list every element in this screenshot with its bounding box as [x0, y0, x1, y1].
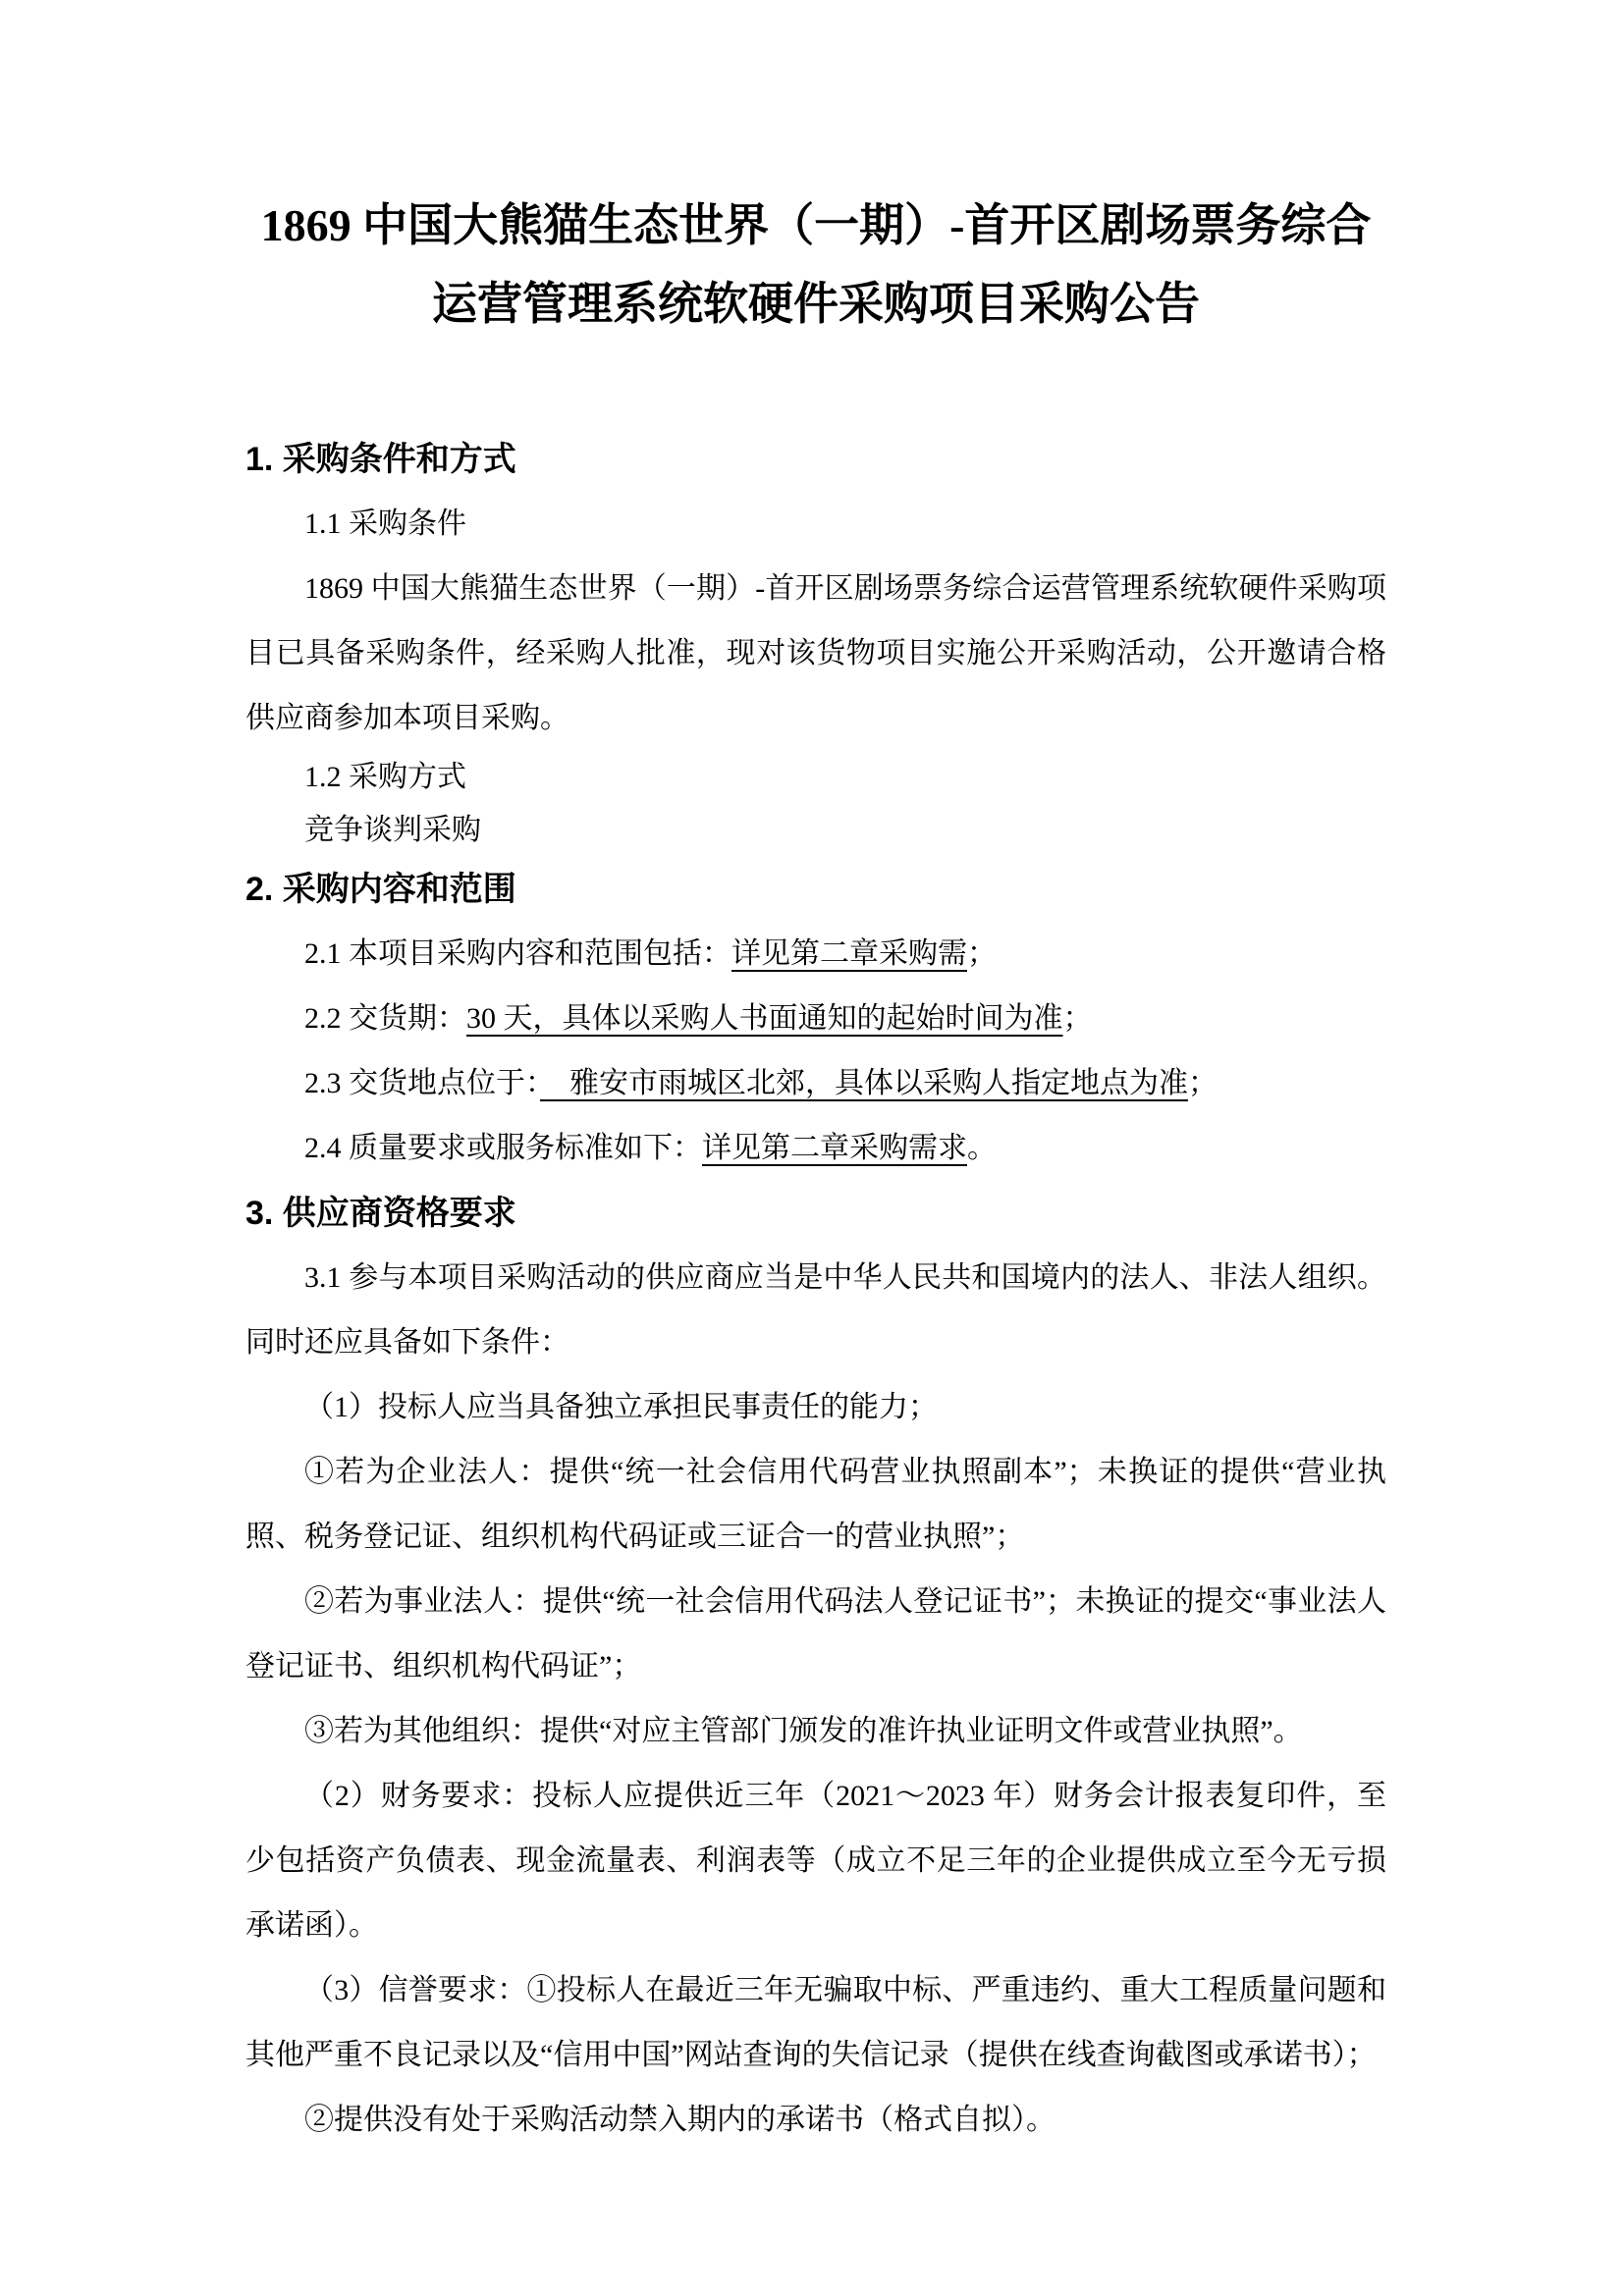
item-2-2-punctuation: ； [1062, 1002, 1093, 1035]
item-2-1-underlined-value: 详见第二章采购需 [731, 937, 967, 970]
document-title: 1869 中国大熊猫生态世界（一期）-首开区剧场票务综合运营管理系统软硬件采购项目采购公告 [260, 200, 1372, 329]
section-3-paragraph-commitment-letter: ②提供没有处于采购活动禁入期内的承诺书（格式自拟）。 [304, 2104, 1056, 2136]
section-1-1-paragraph: 1869 中国大熊猫生态世界（一期）-首开区剧场票务综合运营管理系统软硬件采购项目已具备采购条件，经采购人批准，现对该货物项目实施公开采购活动，公开邀请合格供应商参加本项目采购。 [245, 572, 1386, 734]
item-2-1-label: 2.1 本项目采购内容和范围包括： [304, 937, 731, 970]
item-2-3-label: 2.3 交货地点位于： [304, 1067, 540, 1099]
section-1-1-subheading: 1.1 采购条件 [304, 507, 466, 540]
section-2-item-3 [245, 1051, 1386, 1116]
item-2-2-label: 2.2 交货期： [304, 1002, 466, 1035]
section-2-heading: 2. 采购内容和范围 [245, 871, 516, 908]
section-1-heading: 1. 采购条件和方式 [245, 441, 516, 478]
section-2-item-2 [245, 987, 1386, 1051]
item-2-4-punctuation: 。 [967, 1132, 997, 1164]
section-3-paragraph-enterprise-legal-person: ①若为企业法人：提供“统一社会信用代码营业执照副本”；未换证的提供“营业执照、税务登记证、组织机构代码证或三证合一的营业执照”； [245, 1456, 1386, 1553]
item-2-3-underlined-value: 雅安市雨城区北郊，具体以采购人指定地点为准 [540, 1067, 1188, 1099]
section-2-item-1 [245, 922, 1386, 987]
section-3-paragraph-other-organization: ③若为其他组织：提供“对应主管部门颁发的准许执业证明文件或营业执照”。 [304, 1715, 1303, 1747]
section-2-item-4 [245, 1116, 1386, 1181]
section-3-heading: 3. 供应商资格要求 [245, 1195, 516, 1232]
section-3-paragraph-civil-liability: （1）投标人应当具备独立承担民事责任的能力； [304, 1391, 938, 1423]
section-3-paragraph-financial-requirement: （2）财务要求：投标人应提供近三年（2021～2023 年）财务会计报表复印件，至少包括资产负债表、现金流量表、利润表等（成立不足三年的企业提供成立至今无亏损承诺函）。 [245, 1780, 1386, 1942]
section-1-2-paragraph: 竞争谈判采购 [304, 814, 481, 846]
item-2-3-punctuation: ； [1188, 1067, 1218, 1099]
item-2-1-punctuation: ； [967, 937, 997, 970]
document-content [245, 0, 1386, 2153]
item-2-2-underlined-value: 30 天，具体以采购人书面通知的起始时间为准 [466, 1002, 1063, 1035]
item-2-4-label: 2.4 质量要求或服务标准如下： [304, 1132, 702, 1164]
section-1-2-subheading: 1.2 采购方式 [304, 761, 466, 793]
section-3-paragraph-qualification: 3.1 参与本项目采购活动的供应商应当是中华人民共和国境内的法人、非法人组织。同时还应具备如下条件： [245, 1261, 1386, 1359]
section-3-paragraph-institution-legal-person: ②若为事业法人：提供“统一社会信用代码法人登记证书”；未换证的提交“事业法人登记证书、组织机构代码证”； [245, 1585, 1386, 1682]
item-2-4-underlined-value: 详见第二章采购需求 [702, 1132, 967, 1164]
section-3-paragraph-reputation-requirement: （3）信誉要求：①投标人在最近三年无骗取中标、严重违约、重大工程质量问题和其他严重不良记录以及“信用中国”网站查询的失信记录（提供在线查询截图或承诺书）； [245, 1974, 1386, 2071]
